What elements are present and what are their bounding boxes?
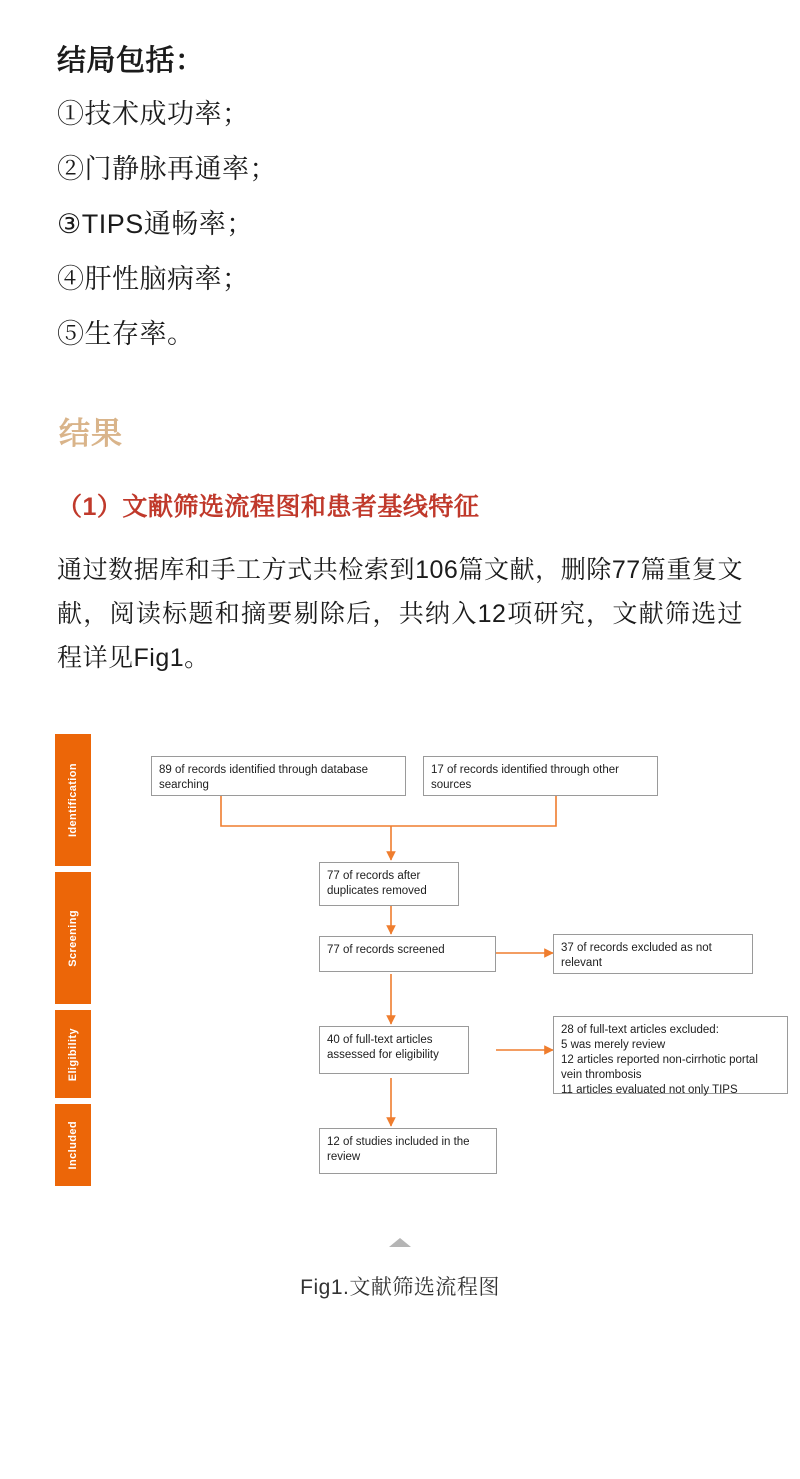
section-heading-results: 结果 [59, 416, 123, 451]
body-paragraph: 通过数据库和手工方式共检索到106篇文献，删除77篇重复文献，阅读标题和摘要剔除后，共纳入12项研究，文献筛选过程详见Fig1。 [57, 556, 743, 672]
stage-band-column [55, 734, 91, 1204]
stage-band-label: Eligibility [67, 1027, 79, 1081]
flow-diagram [91, 734, 758, 1204]
node-duplicates-removed: 77 of records after duplicates removed [319, 862, 459, 906]
list-item: ④肝性脑病率； [57, 264, 250, 294]
node-studies-included: 12 of studies included in the review [319, 1128, 497, 1174]
outcomes-list [55, 101, 745, 348]
stage-band-included [55, 1104, 91, 1186]
stage-band-label: Screening [67, 909, 79, 967]
list-item: ③TIPS通畅率； [57, 209, 254, 239]
list-item: ①技术成功率； [57, 99, 250, 129]
node-database-records: 89 of records identified through database searching [151, 756, 406, 796]
list-item: ②门静脉再通率； [57, 154, 277, 184]
subsection-heading: （1）文献筛选流程图和患者基线特征 [57, 493, 480, 521]
node-other-sources-records: 17 of records identified through other sources [423, 756, 658, 796]
node-records-screened: 77 of records screened [319, 936, 496, 972]
outcomes-title: 结局包括： [57, 45, 205, 77]
node-fulltext-assessed: 40 of full-text articles assessed for eligibility [319, 1026, 469, 1074]
prisma-flow-figure [55, 734, 758, 1204]
stage-band-screening [55, 872, 91, 1004]
node-fulltext-excluded: 28 of full-text articles excluded: 5 was merely review 12 articles reported non-cirrhotic portal vein thrombosis 11 articles evaluated not only TIPS [553, 1016, 788, 1094]
node-records-excluded: 37 of records excluded as not relevant [553, 934, 753, 974]
collapse-arrow-icon[interactable] [389, 1238, 411, 1247]
stage-band-label: Included [67, 1121, 79, 1170]
list-item: ⑤生存率。 [57, 319, 195, 349]
stage-band-identification [55, 734, 91, 866]
stage-band-label: Identification [67, 763, 79, 838]
figure-caption: Fig1.文献筛选流程图 [300, 1276, 500, 1300]
stage-band-eligibility [55, 1010, 91, 1098]
